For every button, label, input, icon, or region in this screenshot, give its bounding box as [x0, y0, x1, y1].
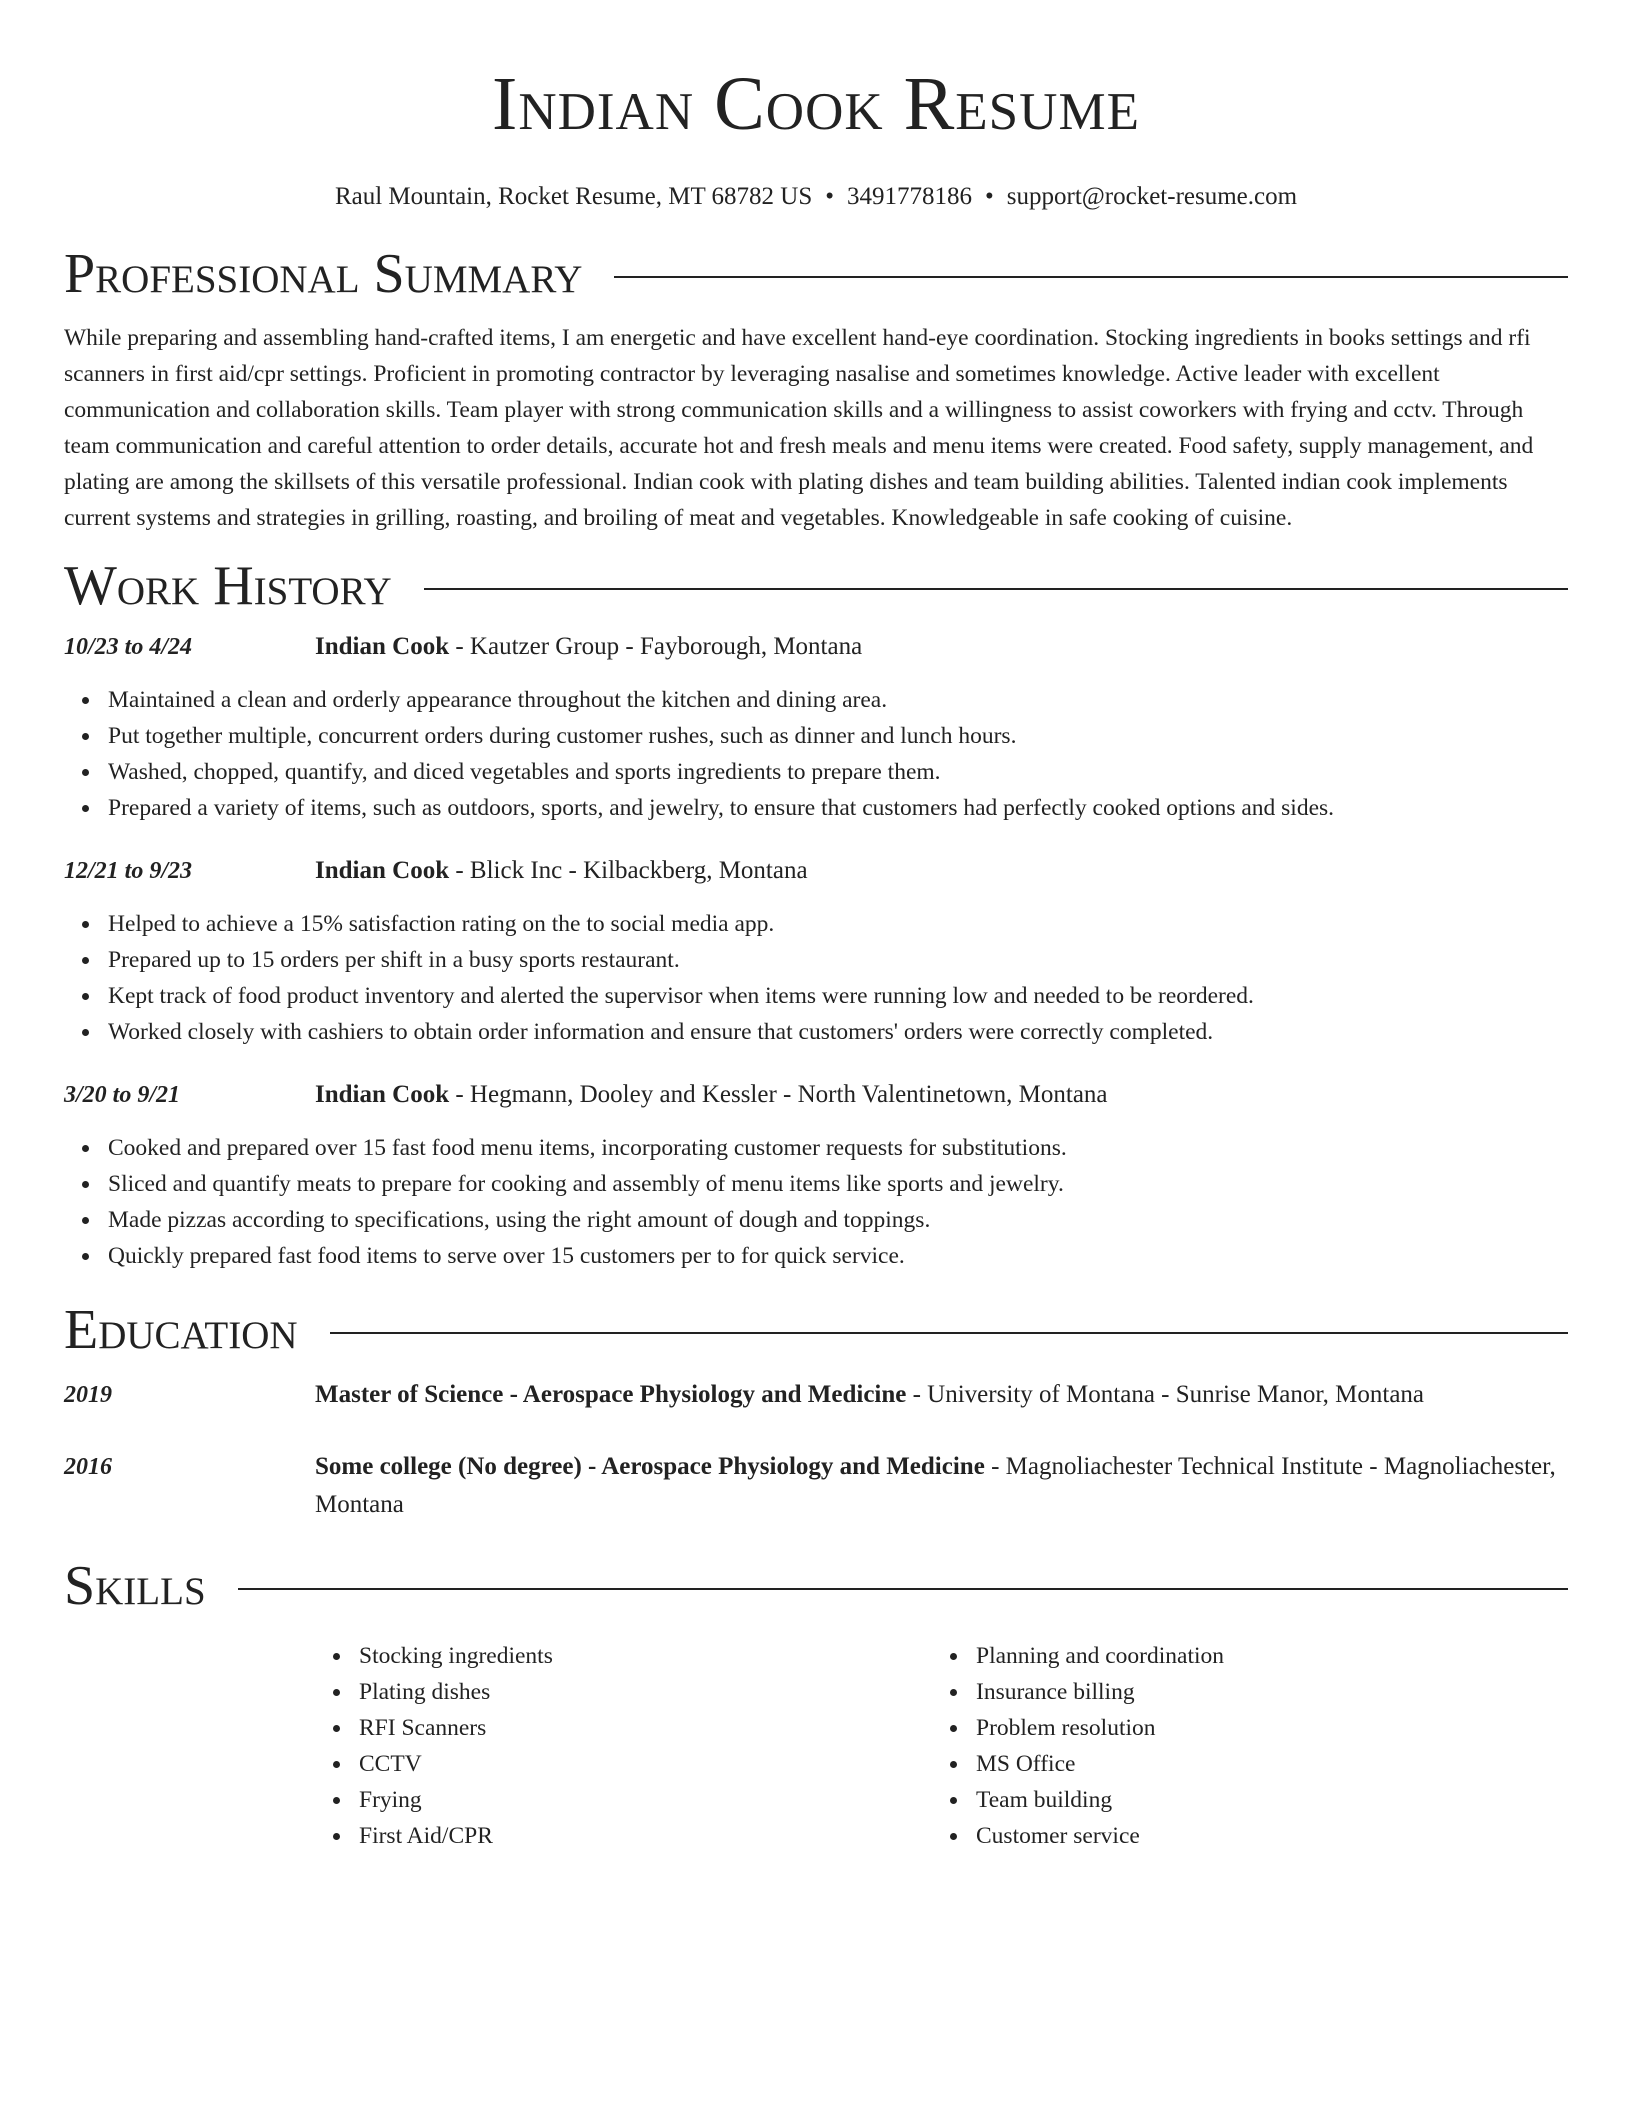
job-title: Indian Cook: [315, 1081, 450, 1108]
skills-column-right: [932, 1638, 1549, 1854]
skill-text: Stocking ingredients: [359, 1643, 553, 1669]
education-entry: [64, 1376, 1568, 1414]
bullet-icon: [82, 957, 89, 964]
job-bullets: [64, 1130, 1568, 1274]
education-section-header: [64, 1298, 1568, 1362]
list-item: [315, 1638, 932, 1674]
skill-text: Planning and coordination: [976, 1643, 1225, 1669]
education-year: 2019: [64, 1382, 112, 1408]
bullet-text: Prepared up to 15 orders per shift in a busy sports restaurant.: [108, 947, 680, 973]
skills-column-left: [315, 1638, 932, 1854]
bullet-text: Prepared a variety of items, such as outdoors, sports, and jewelry, to ensure that customers had perfectly cooked options and sides.: [108, 795, 1335, 821]
bullet-text: Helped to achieve a 15% satisfaction rating on the to social media app.: [108, 911, 775, 937]
job-dates: 10/23 to 4/24: [64, 634, 193, 660]
bullet-icon: [82, 921, 89, 928]
bullet-icon: [333, 1797, 340, 1804]
list-item: [64, 1014, 1568, 1050]
job-dates: 12/21 to 9/23: [64, 858, 193, 884]
bullet-icon: [950, 1653, 957, 1660]
job-entry: [64, 628, 1568, 826]
job-entry: [64, 852, 1568, 1050]
bullet-icon: [82, 993, 89, 1000]
list-item: [64, 754, 1568, 790]
summary-heading: Professional Summary: [64, 243, 583, 305]
list-item: [64, 1166, 1568, 1202]
section-divider: [424, 588, 1568, 590]
list-item: [315, 1818, 932, 1854]
contact-address: Raul Mountain, Rocket Resume, MT 68782 US: [334, 183, 813, 210]
education-year: 2016: [64, 1454, 112, 1480]
section-divider: [238, 1588, 1568, 1590]
list-item: [64, 718, 1568, 754]
bullet-icon: [82, 1029, 89, 1036]
list-item: [64, 1202, 1568, 1238]
job-bullets: [64, 906, 1568, 1050]
work-heading: Work History: [64, 555, 392, 617]
resume-title: Indian Cook Resume: [492, 62, 1140, 146]
education-school: - Magnoliachester Technical Institute - Magnoliachester, Montana: [315, 1453, 1556, 1518]
job-employer: - Blick Inc - Kilbackberg, Montana: [449, 857, 808, 884]
bullet-icon: [82, 733, 89, 740]
list-item: [932, 1782, 1549, 1818]
bullet-icon: [333, 1725, 340, 1732]
education-degree: Master of Science - Aerospace Physiology and Medicine: [315, 1381, 907, 1408]
skills-heading: Skills: [64, 1555, 206, 1617]
list-item: [315, 1710, 932, 1746]
education-details: [315, 1376, 1424, 1414]
list-item: [64, 682, 1568, 718]
bullet-icon: [82, 1145, 89, 1152]
bullet-icon: [82, 1217, 89, 1224]
list-item: [932, 1746, 1549, 1782]
skills-list: [315, 1638, 1568, 1854]
work-section-header: [64, 554, 1568, 618]
skill-text: First Aid/CPR: [359, 1823, 493, 1849]
bullet-text: Maintained a clean and orderly appearance throughout the kitchen and dining area.: [108, 687, 888, 713]
list-item: [64, 1130, 1568, 1166]
bullet-icon: [333, 1833, 340, 1840]
bullet-icon: [950, 1761, 957, 1768]
contact-line: [64, 180, 1568, 214]
job-header: [315, 628, 862, 666]
list-item: [315, 1782, 932, 1818]
bullet-text: Quickly prepared fast food items to serve over 15 customers per to for quick service.: [108, 1243, 905, 1269]
contact-phone: 3491778186: [847, 183, 972, 210]
list-item: [64, 978, 1568, 1014]
job-entry: [64, 1076, 1568, 1274]
list-item: [932, 1638, 1549, 1674]
bullet-text: Cooked and prepared over 15 fast food menu items, incorporating customer requests for substitutions.: [108, 1135, 1067, 1161]
bullet-icon: [950, 1689, 957, 1696]
summary-section-header: [64, 242, 1568, 306]
job-title: Indian Cook: [315, 633, 450, 660]
list-item: [64, 906, 1568, 942]
bullet-icon: [950, 1725, 957, 1732]
list-item: [64, 790, 1568, 826]
list-item: [932, 1674, 1549, 1710]
job-employer: - Kautzer Group - Fayborough, Montana: [449, 633, 863, 660]
list-item: [932, 1710, 1549, 1746]
bullet-text: Made pizzas according to specifications, using the right amount of dough and toppings.: [108, 1207, 931, 1233]
bullet-icon: [950, 1833, 957, 1840]
contact-separator: •: [985, 183, 994, 210]
list-item: [932, 1818, 1549, 1854]
bullet-icon: [950, 1797, 957, 1804]
bullet-text: Put together multiple, concurrent orders during customer rushes, such as dinner and lunch hours.: [108, 723, 1017, 749]
bullet-icon: [333, 1689, 340, 1696]
skill-text: RFI Scanners: [359, 1715, 487, 1741]
list-item: [315, 1746, 932, 1782]
bullet-text: Worked closely with cashiers to obtain order information and ensure that customers' orders were correctly completed.: [108, 1019, 1214, 1045]
contact-email[interactable]: support@rocket-resume.com: [1006, 183, 1298, 210]
bullet-text: Sliced and quantify meats to prepare for cooking and assembly of menu items like sports and jewelry.: [108, 1171, 1064, 1197]
skill-text: Insurance billing: [976, 1679, 1135, 1705]
job-title: Indian Cook: [315, 857, 450, 884]
skill-text: Team building: [976, 1787, 1113, 1813]
education-entry: [64, 1448, 1568, 1524]
job-header: [315, 852, 808, 890]
bullet-icon: [82, 805, 89, 812]
skill-text: Frying: [359, 1787, 422, 1813]
education-details: [315, 1448, 1568, 1524]
bullet-text: Kept track of food product inventory and alerted the supervisor when items were running low and needed to be reordered.: [108, 983, 1254, 1009]
bullet-icon: [82, 697, 89, 704]
bullet-text: Washed, chopped, quantify, and diced vegetables and sports ingredients to prepare them.: [108, 759, 941, 785]
list-item: [64, 1238, 1568, 1274]
bullet-icon: [333, 1761, 340, 1768]
section-divider: [614, 276, 1568, 278]
skill-text: CCTV: [359, 1751, 422, 1777]
education-degree: Some college (No degree) - Aerospace Physiology and Medicine: [315, 1453, 985, 1480]
section-divider: [330, 1332, 1568, 1334]
job-header: [315, 1076, 1108, 1114]
education-heading: Education: [64, 1299, 298, 1361]
bullet-icon: [82, 1181, 89, 1188]
bullet-icon: [333, 1653, 340, 1660]
skill-text: MS Office: [976, 1751, 1076, 1777]
skill-text: Customer service: [976, 1823, 1140, 1849]
bullet-icon: [82, 769, 89, 776]
job-employer: - Hegmann, Dooley and Kessler - North Valentinetown, Montana: [449, 1081, 1108, 1108]
list-item: [315, 1674, 932, 1710]
work-history-list: [64, 628, 1568, 1274]
job-dates: 3/20 to 9/21: [64, 1082, 181, 1108]
skill-text: Problem resolution: [976, 1715, 1156, 1741]
education-school: - University of Montana - Sunrise Manor, Montana: [906, 1381, 1425, 1408]
skill-text: Plating dishes: [359, 1679, 491, 1705]
list-item: [64, 942, 1568, 978]
bullet-icon: [82, 1253, 89, 1260]
summary-text: While preparing and assembling hand-crafted items, I am energetic and have excellent hand-eye coordination. Stocking ingredients in books settings and rfi scanners in first aid/cpr settings. Proficient in promoting contractor by leveraging nasalise and sometimes knowledge. Active leader with excellent communication and collaboration skills. Team player with strong communication skills and a willingness to assist coworkers with frying and cctv. Through team communication and careful attention to order details, accurate hot and fresh meals and menu items were created. Food safety, supply management, and plating are among the skillsets of this versatile professional. Indian cook with plating dishes and team building abilities. Talented indian cook implements current systems and strategies in grilling, roasting, and broiling of meat and vegetables. Knowledgeable in safe cooking of cuisine.: [64, 325, 1534, 531]
contact-separator: •: [825, 183, 834, 210]
job-bullets: [64, 682, 1568, 826]
skills-section-header: [64, 1554, 1568, 1618]
